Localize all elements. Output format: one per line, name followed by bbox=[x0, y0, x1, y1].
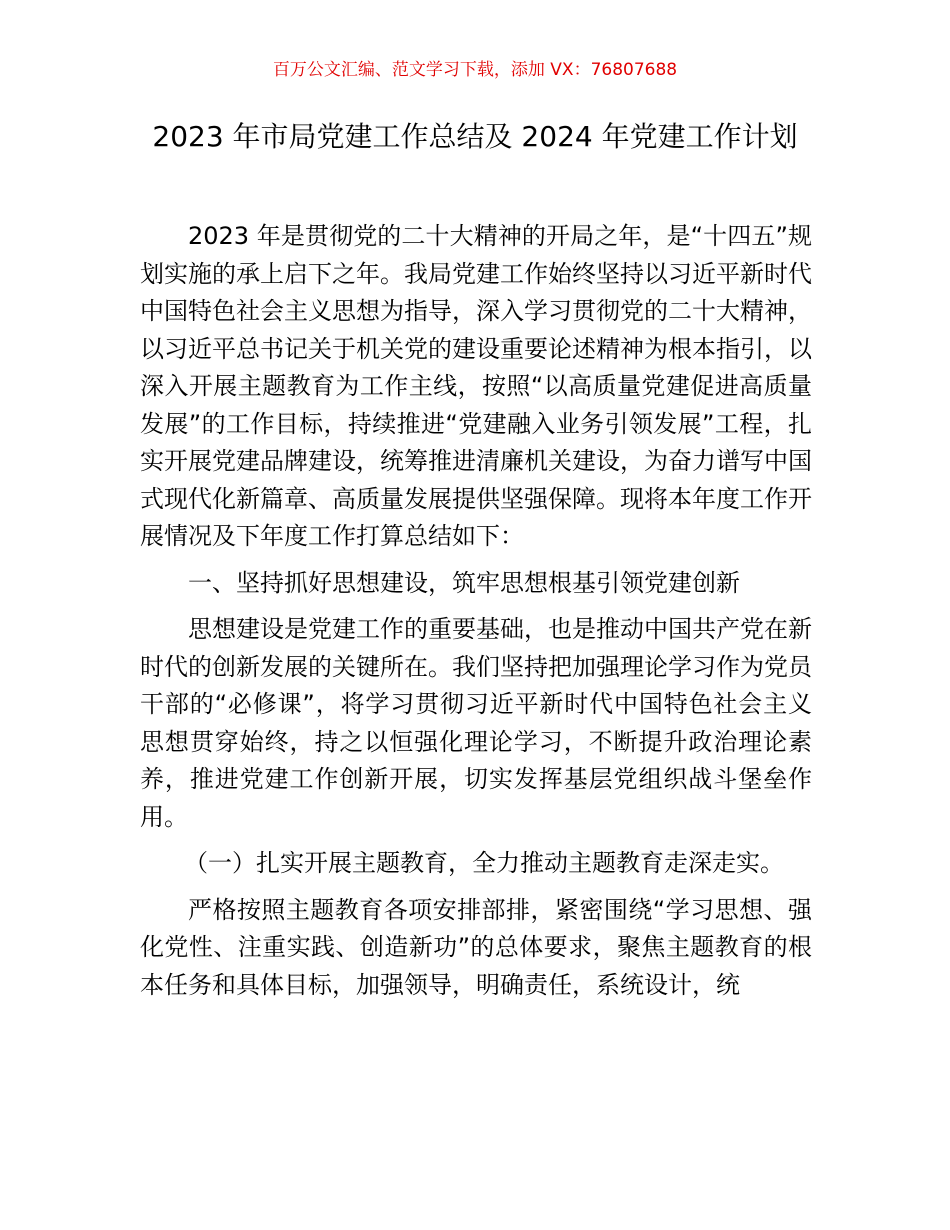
document-body bbox=[140, 218, 812, 1013]
subsection-heading: （一）扎实开展主题教育，全力推动主题教育走深走实。 bbox=[184, 849, 784, 877]
watermark-text: 百万公文汇编、范文学习下载，添加 VX：76807688 bbox=[272, 60, 678, 80]
section-paragraph: 思想建设是党建工作的重要基础，也是推动中国共产党在新时代的创新发展的关键所在。我们坚持把加强理论学习作为党员干部的“必修课”，将学习贯彻习近平新时代中国特色社会主义思想贯穿始终，持之以恒强化理论学习，不断提升政治理论素养，推进党建工作创新开展，切实发挥基层党组织战斗堡垒作用。 bbox=[140, 615, 812, 831]
document-title: 2023 年市局党建工作总结及 2024 年党建工作计划 bbox=[152, 120, 798, 153]
section-heading: 一、坚持抓好思想建设，筑牢思想根基引领党建创新 bbox=[188, 568, 740, 597]
intro-paragraph: 2023 年是贯彻党的二十大精神的开局之年，是“十四五”规划实施的承上启下之年。我局党建工作始终坚持以习近平新时代中国特色社会主义思想为指导，深入学习贯彻党的二十大精神，以习近平总书记关于机关党的建设重要论述精神为根本指引，以深入开展主题教育为工作主线，按照“以高质量党建促进高质量发展”的工作目标，持续推进“党建融入业务引领发展”工程，扎实开展党建品牌建设，统筹推进清廉机关建设，为奋力谱写中国式现代化新篇章、高质量发展提供坚强保障。现将本年度工作开展情况及下年度工作打算总结如下： bbox=[140, 222, 812, 550]
subsection-paragraph: 严格按照主题教育各项安排部排，紧密围绕“学习思想、强化党性、注重实践、创造新功”的总体要求，聚焦主题教育的根本任务和具体目标，加强领导，明确责任，系统设计，统 bbox=[140, 895, 812, 999]
